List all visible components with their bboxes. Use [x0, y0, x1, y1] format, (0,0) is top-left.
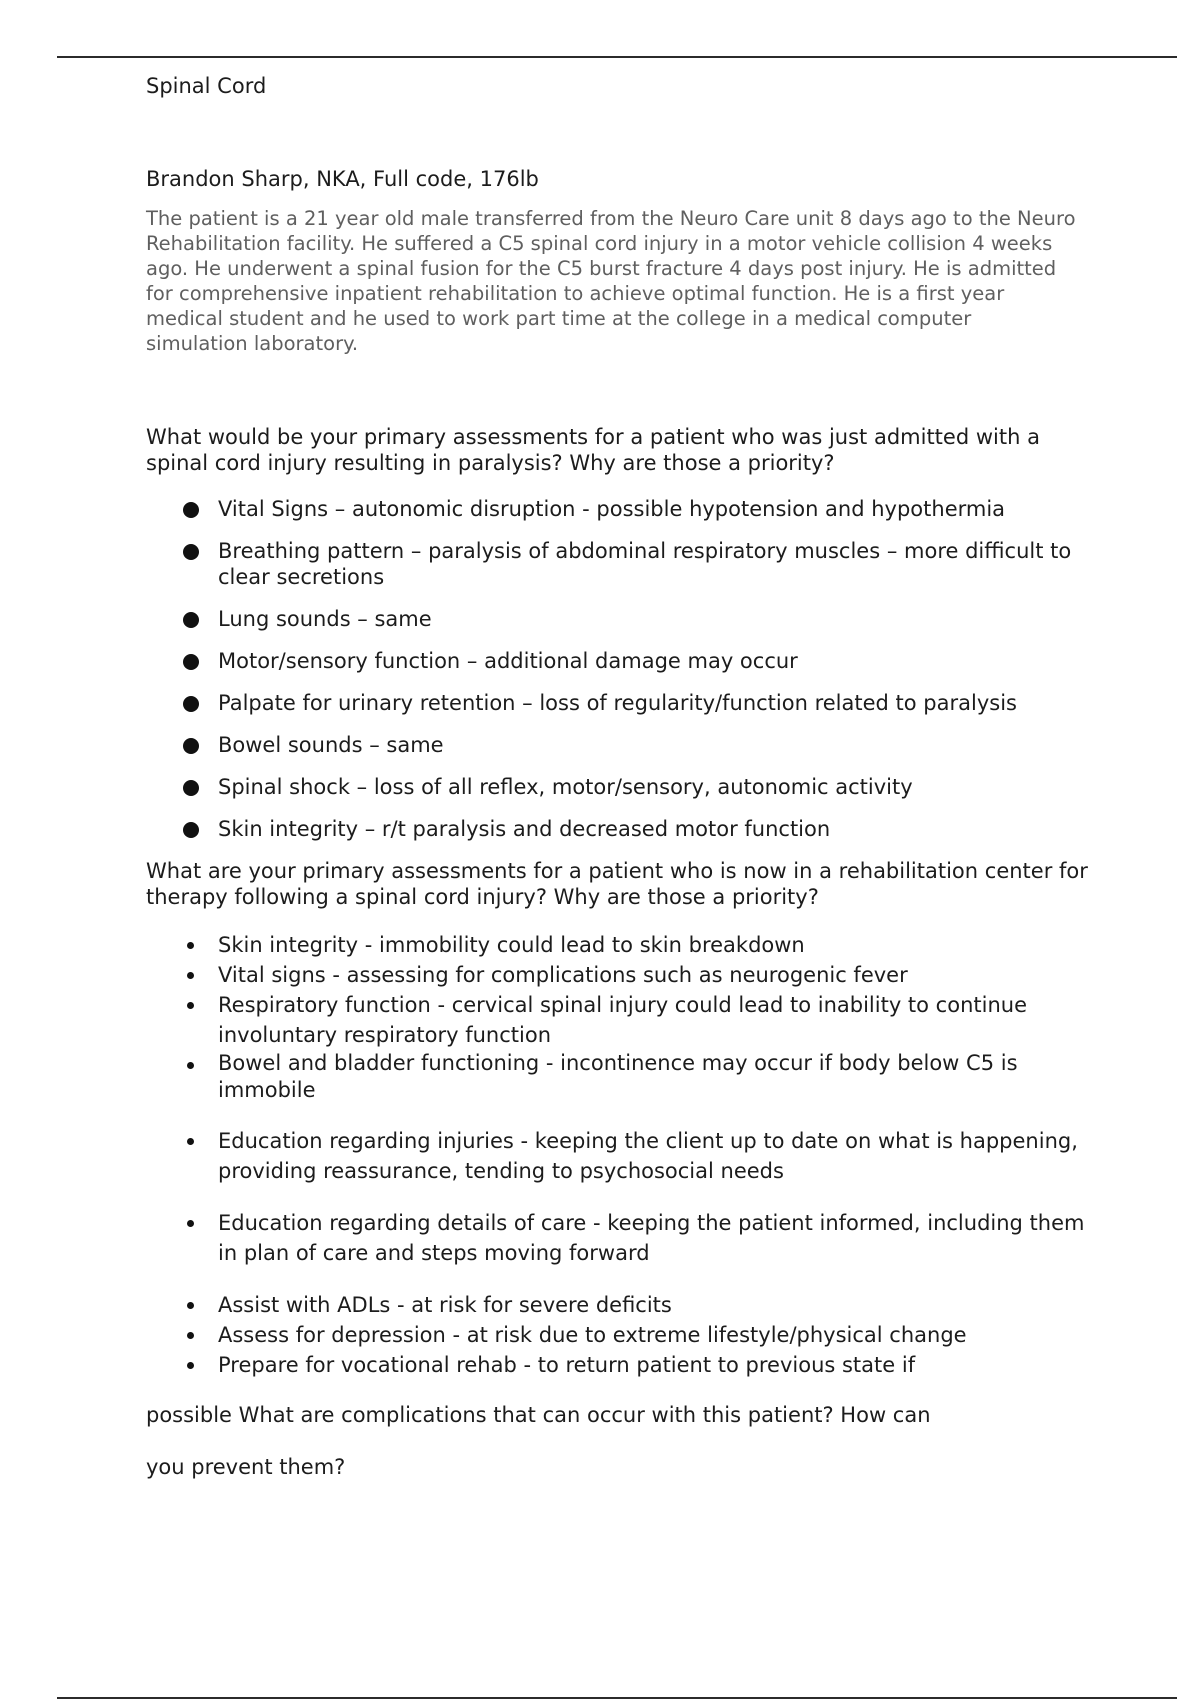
- bullet-icon: [183, 822, 199, 838]
- list-item: Bowel and bladder functioning - incontinence may occur if body below C5 is immobile: [146, 1050, 1106, 1104]
- bullet-icon: [183, 544, 199, 560]
- list-item: Breathing pattern – paralysis of abdominal respiratory muscles – more difficult to clear secretions: [146, 538, 1106, 590]
- document-title: Spinal Cord: [146, 74, 267, 98]
- list-item: Skin integrity - immobility could lead to skin breakdown: [146, 930, 1106, 960]
- question-2: What are your primary assessments for a patient who is now in a rehabilitation center for therapy following a spinal cord injury? Why are those a priority?: [146, 859, 1088, 909]
- list-item: Palpate for urinary retention – loss of regularity/function related to paralysis: [146, 690, 1106, 716]
- list-item: Vital Signs – autonomic disruption - possible hypotension and hypothermia: [146, 496, 1106, 522]
- bullet-icon: [187, 1302, 194, 1309]
- list-item: Education regarding details of care - keeping the patient informed, including them in plan of care and steps moving forward: [146, 1208, 1106, 1268]
- bullet-icon: [187, 1332, 194, 1339]
- closing-question-line-2: you prevent them?: [146, 1455, 346, 1479]
- bullet-icon: [187, 1362, 194, 1369]
- rehab-assessment-list: [146, 930, 1106, 1380]
- patient-scenario: The patient is a 21 year old male transferred from the Neuro Care unit 8 days ago to the Neuro Rehabilitation facility. He suffered a C5 spinal cord injury in a motor vehicle collision 4 weeks ago. He underwent a spinal fusion for the C5 burst fracture 4 days post injury. He is admitted for comprehensive inpatient rehabilitation to achieve optimal function. He is a first year medical student and he used to work part time at the college in a medical computer simulation laboratory.: [146, 207, 1076, 355]
- list-item: Assist with ADLs - at risk for severe deficits: [146, 1290, 1106, 1320]
- list-item: Prepare for vocational rehab - to return patient to previous state if: [146, 1350, 1106, 1380]
- bullet-icon: [187, 972, 194, 979]
- top-rule: [57, 56, 1177, 58]
- bullet-icon: [183, 696, 199, 712]
- bullet-icon: [183, 612, 199, 628]
- bullet-icon: [183, 654, 199, 670]
- question-1: What would be your primary assessments for a patient who was just admitted with a spinal cord injury resulting in paralysis? Why are those a priority?: [146, 425, 1040, 475]
- admission-assessment-list: [146, 496, 1106, 842]
- bullet-icon: [187, 1138, 194, 1145]
- list-item: Education regarding injuries - keeping the client up to date on what is happening, providing reassurance, tending to psychosocial needs: [146, 1126, 1106, 1186]
- list-item: Bowel sounds – same: [146, 732, 1106, 758]
- bullet-icon: [187, 1220, 194, 1227]
- list-item: Assess for depression - at risk due to extreme lifestyle/physical change: [146, 1320, 1106, 1350]
- list-item: Lung sounds – same: [146, 606, 1106, 632]
- list-item: Motor/sensory function – additional damage may occur: [146, 648, 1106, 674]
- bullet-icon: [187, 1002, 194, 1009]
- bullet-icon: [183, 780, 199, 796]
- patient-identification: Brandon Sharp, NKA, Full code, 176lb: [146, 167, 539, 191]
- bottom-rule: [57, 1697, 1177, 1699]
- bullet-icon: [183, 738, 199, 754]
- bullet-icon: [187, 942, 194, 949]
- closing-question-line-1: possible What are complications that can occur with this patient? How can: [146, 1403, 931, 1427]
- list-item: Spinal shock – loss of all reflex, motor/sensory, autonomic activity: [146, 774, 1106, 800]
- document-body: [146, 72, 1106, 1480]
- list-item: Vital signs - assessing for complications such as neurogenic fever: [146, 960, 1106, 990]
- bullet-icon: [187, 1062, 194, 1069]
- bullet-icon: [183, 502, 199, 518]
- list-item: Skin integrity – r/t paralysis and decreased motor function: [146, 816, 1106, 842]
- list-item: Respiratory function - cervical spinal injury could lead to inability to continue involuntary respiratory function: [146, 990, 1106, 1050]
